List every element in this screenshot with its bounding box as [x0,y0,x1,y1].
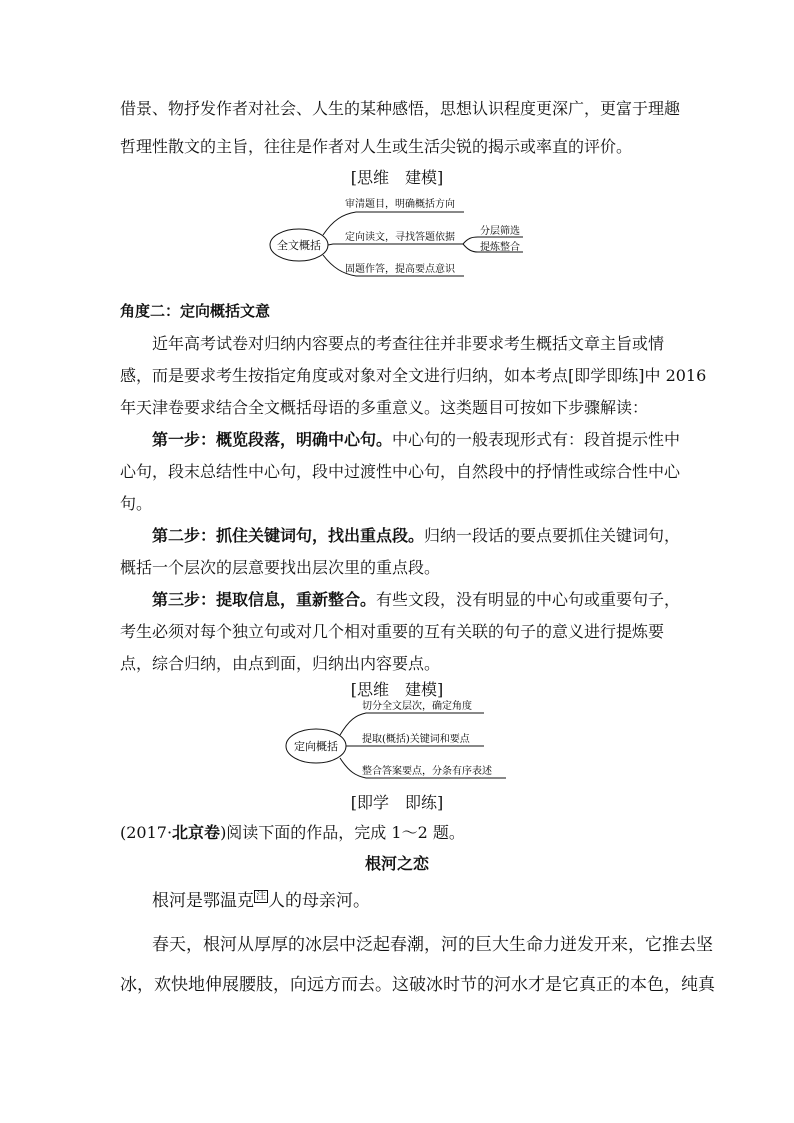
intro-line-2: 哲理性散文的主旨，往往是作者对人生或生活尖锐的揭示或率直的评价。 [120,137,633,156]
step3-cont-1: 考生必须对每个独立句或对几个相对重要的互有关联的句子的意义进行提炼要 [120,622,665,641]
step1-line [152,427,680,450]
mindmap2-branch-3: 整合答案要点，分条有序表述 [362,766,492,777]
angle2-para-line-1: 近年高考试卷对归纳内容要点的考查往往并非要求考生概括文章主旨或情 [152,334,665,353]
step3-line [152,587,680,610]
mindmap-directed-diagram [284,698,510,784]
article-title: 根河之恋 [364,854,429,873]
mindmap1-center-label: 全文概括 [277,239,321,252]
step2-label: 第二步：抓住关键词句，找出重点段。 [152,526,425,545]
source-bold: 北京卷 [172,823,221,842]
mindmap2-center-label: 定向概括 [294,740,338,753]
mindmap2-branch-2: 提取(概括)关键词和要点 [362,734,470,745]
mindmap1-sub-branch-1: 分层筛选 [480,226,520,237]
mindmap1-branch-2: 定向读文，寻找答题依据 [345,232,455,243]
model1-heading: [思维 建模] [350,168,444,187]
practice-heading: [即学 即练] [350,793,444,812]
article-p2-line-2: 冰，欢快地伸展腰肢，向远方而去。这破冰时节的河水才是它真正的本色，纯真 [120,975,715,995]
angle2-title: 角度二：定向概括文意 [120,302,271,320]
mindmap1-sub-branch-2: 提炼整合 [480,242,520,253]
practice-source-line [120,820,465,843]
step1-label: 第一步：概览段落，明确中心句。 [152,430,393,449]
angle2-para-line-2: 感，而是要求考生按指定角度或对象对全文进行归纳，如本考点[即学即练]中 2016 [120,366,707,385]
source-prefix: (2017· [120,823,173,842]
model2-heading: [思维 建模] [350,680,444,699]
mindmap1-branch-3: 固题作答，提高要点意识 [345,264,455,275]
mindmap2-branch-1: 切分全文层次，确定角度 [362,701,472,712]
article-p2-line-1: 春天，根河从厚厚的冰层中泛起春潮，河的巨大生命力迸发开来，它推去坚 [152,935,713,955]
intro-line-1: 借景、物抒发作者对社会、人生的某种感悟，思想认识程度更深广，更富于理趣 [120,99,681,118]
note-marker: 注 [256,891,266,903]
step1-cont-1: 心句，段末总结性中心句，段中过渡性中心句，自然段中的抒情性或综合性中心 [120,462,681,481]
step3-cont-2: 点，综合归纳，由点到面，归纳出内容要点。 [120,654,441,673]
angle2-para-line-3: 年天津卷要求结合全文概括母语的多重意义。这类题目可按如下步骤解读： [120,398,649,417]
step3-label: 第三步：提取信息，重新整合。 [152,590,377,609]
step1-text: 中心句的一般表现形式有：段首提示性中 [392,430,681,449]
step2-cont-1: 概括一个层次的层意要找出层次里的重点段。 [120,558,441,577]
step3-text: 有些文段，没有明显的中心句或重要句子， [376,590,681,609]
article-p1 [152,886,370,911]
step1-cont-2: 句。 [120,494,153,513]
step2-line [152,523,680,546]
mindmap1-branch-1: 审清题目，明确概括方向 [345,199,455,210]
source-suffix: )阅读下面的作品，完成 1～2 题。 [220,823,465,842]
mindmap-summary-diagram [268,192,530,284]
p1-before: 根河是鄂温克 [152,891,254,911]
p1-after: 人的母亲河。 [268,891,370,911]
step2-text: 归纳一段话的要点要抓住关键词句， [424,526,681,545]
